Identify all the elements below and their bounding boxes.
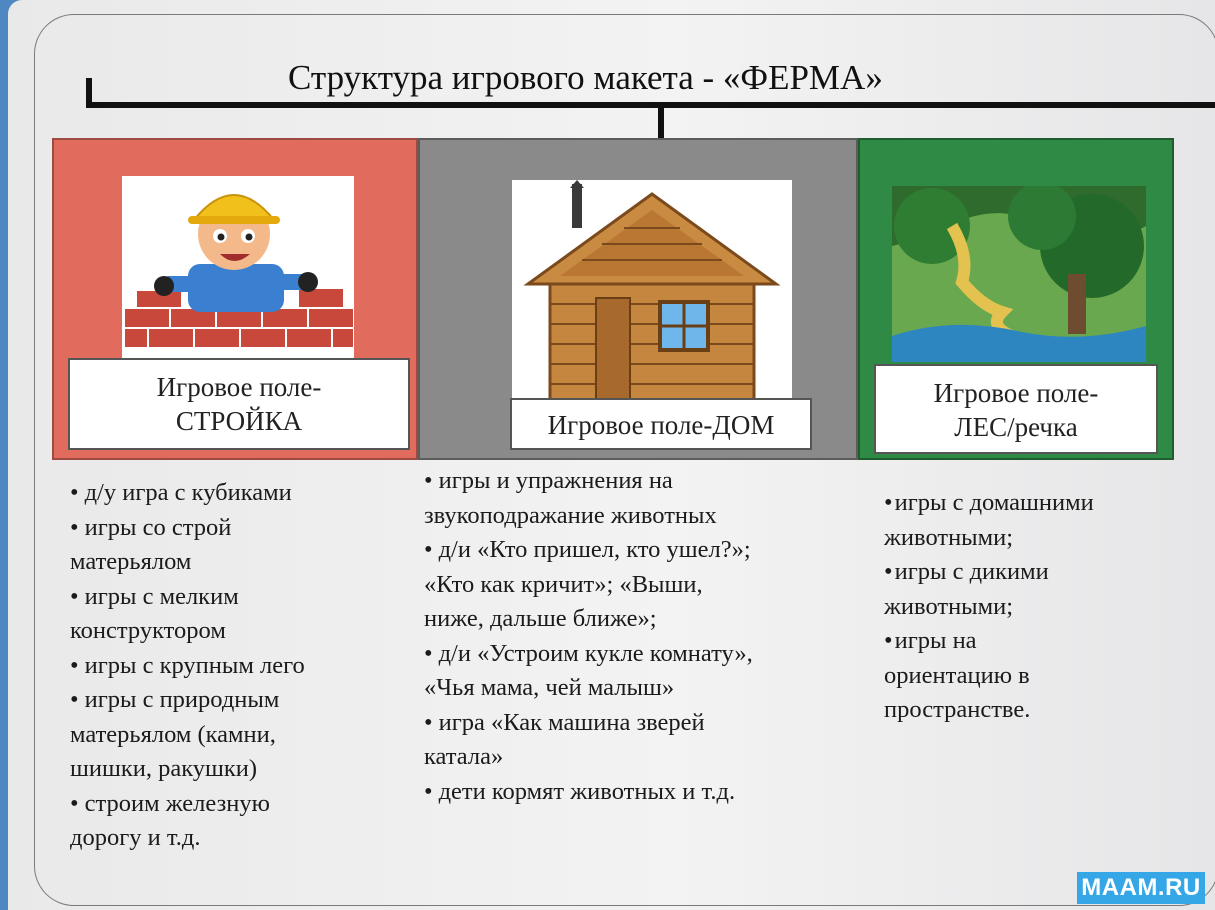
builder-boy-bricks-icon [122,176,354,360]
list-item: • д/и «Кто пришел, кто ушел?»; [424,533,753,568]
slide-title: Структура игрового макета - «ФЕРМА» [288,58,883,97]
list-item: ориентацию в [884,661,1030,689]
list-item: • игры со строй [70,511,305,546]
list-item: шишки, ракушки) [70,755,258,782]
list-item: пространстве. [884,696,1031,723]
list-item: матерьялом [70,548,192,575]
list-item: конструктором [70,617,226,644]
list-item: • игры с природным [70,683,305,718]
field-label-line: Игровое поле-ДОМ [547,410,775,440]
list-item: • строим железную [70,787,305,822]
list-item: • игры на [884,624,1094,659]
activity-list-les [884,486,1094,728]
site-watermark-logo: MAAM.RU [1077,872,1205,904]
list-item: • игры с крупным лего [70,649,305,684]
list-item: ниже, дальше ближе»; [424,605,657,632]
list-item: животными; [884,523,1014,551]
list-item: • игра «Как машина зверей [424,706,753,741]
list-item: катала» [424,743,504,770]
list-item: • д/у игра с кубиками [70,476,305,511]
log-house-icon [512,180,792,406]
list-item: • игры и упражнения на [424,464,753,499]
field-label-line: Игровое поле- [933,378,1099,408]
activity-list-dom [424,464,753,809]
field-label-line: СТРОЙКА [175,406,303,436]
list-item: дорогу и т.д. [70,824,201,851]
activity-list-stroyka [70,476,305,856]
list-item: «Чья мама, чей малыш» [424,674,675,701]
list-item: • дети кормят животных и т.д. [424,775,753,810]
list-item: «Кто как кричит»; «Выши, [424,570,703,598]
list-item: • игры с мелким [70,580,305,615]
list-item: • д/и «Устроим кукле комнату», [424,637,753,672]
forest-river-icon [892,186,1146,362]
field-label-stroyka [68,358,410,450]
field-label-dom [510,398,812,450]
list-item: звукоподражание животных [424,501,717,529]
list-item: животными; [884,592,1014,620]
list-item: • игры с дикими [884,555,1094,590]
list-item: матерьялом (камни, [70,720,276,748]
field-label-les [874,364,1158,454]
field-label-line: Игровое поле- [156,372,322,402]
title-bracket [86,78,1215,108]
list-item: • игры с домашними [884,486,1094,521]
field-label-line: ЛЕС/речка [954,412,1078,442]
